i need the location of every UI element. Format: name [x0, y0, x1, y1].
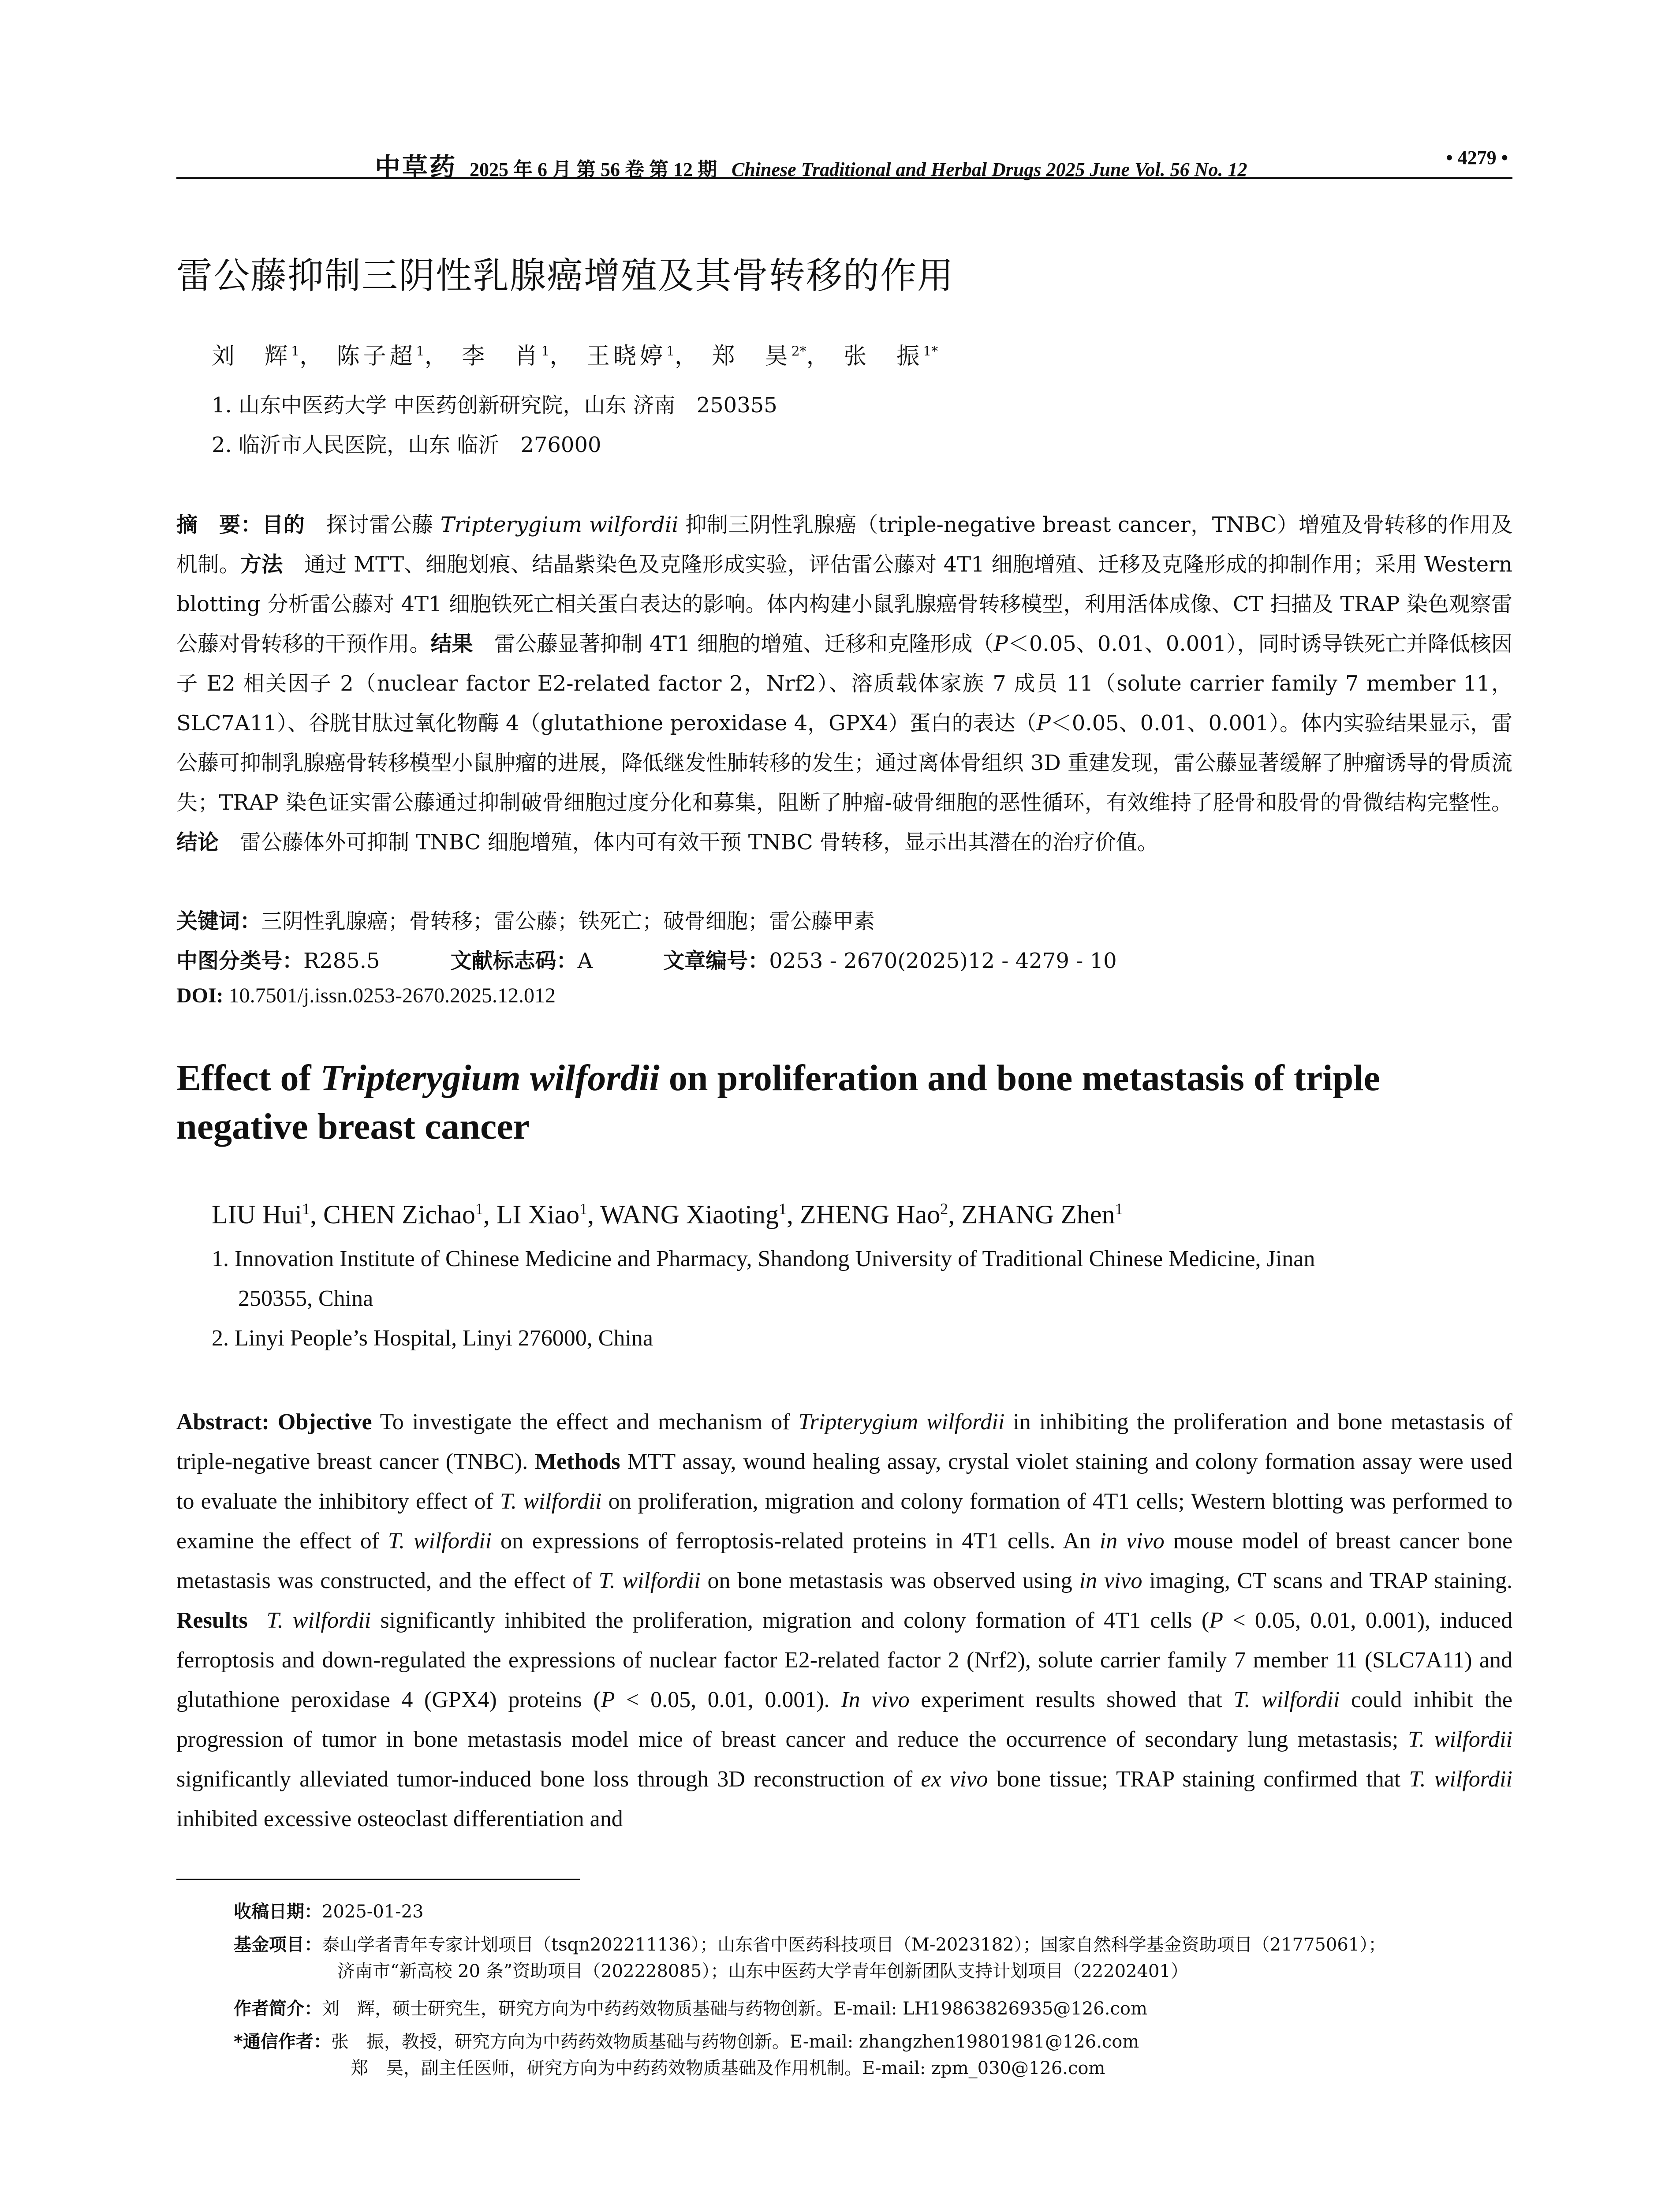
- author-bio: 刘 辉，硕士研究生，研究方向为中药药效物质基础与药物创新。E-mail: LH19863826935@126.com: [322, 1999, 1147, 2019]
- corresponding-author: 郑 昊，副主任医师，研究方向为中药药效物质基础及作用机制。E-mail: zpm_030@126.com: [351, 2058, 1105, 2078]
- abstract-text: inhibited excessive osteoclast differentiation and: [176, 1806, 623, 1831]
- article-label: 文章编号：: [663, 949, 769, 973]
- title-en-text: Effect of: [176, 1058, 321, 1099]
- abstract-text: < 0.05, 0.01, 0.001), induced ferroptosis and down-regulated the expressions of nuclear factor E2-related factor 2 (Nrf2), solute carrier family 7 member 11 (SLC7A11) and glutathione peroxidase 4 (GPX4) proteins (: [176, 1608, 1513, 1712]
- abstract-cn: [176, 505, 1512, 862]
- objective-label-cn: 目的: [262, 512, 305, 537]
- doi-value: 10.7501/j.issn.0253-2670.2025.12.012: [228, 984, 556, 1007]
- fund-text: 泰山学者青年专家计划项目（tsqn202211136）；山东省中医药科技项目（M-2023182）；国家自然科学基金资助项目（21775061）；: [322, 1935, 1386, 1955]
- affiliation-en-line: 250355, China: [238, 1286, 373, 1311]
- abstract-text: ＜0.05、0.01、0.001）。体内实验结果显示，雷公藤可抑制乳腺癌骨转移模型小鼠肿瘤的进展，降低继发性肺转移的发生；通过离体骨组织 3D 重建发现，雷公藤显著缓解了肿瘤诱导的骨质流失；TRAP 染色证实雷公藤通过抑制破骨细胞过度分化和募集，阻断了肿瘤-破骨细胞的恶性循环，有效维持了胫骨和股骨的骨微结构完整性。: [176, 711, 1512, 815]
- authors-en: LIU Hui$^1$, CHEN Zichao$^1$, LI Xiao$^1$, WANG Xiaoting$^1$, ZHENG Hao$^2$, ZHANG Zhen$^1$: [212, 1200, 1123, 1229]
- abstract-text: experiment results showed that: [909, 1687, 1234, 1712]
- abstract-text: < 0.05, 0.01, 0.001).: [615, 1687, 841, 1712]
- latin-term: In vivo: [841, 1687, 910, 1712]
- author-sup: 2*: [791, 344, 806, 359]
- issue-cn: 2025 年 6 月 第 56 卷 第 12 期: [470, 159, 717, 180]
- p-symbol: P: [1036, 711, 1051, 736]
- author-sup: 1*: [923, 344, 938, 359]
- author-sup: 1: [1115, 1200, 1123, 1218]
- footnote-author: [234, 1996, 1512, 2022]
- running-header: [176, 142, 1512, 182]
- p-symbol: P: [1209, 1608, 1223, 1633]
- latin-name: T. wilfordii: [598, 1568, 701, 1593]
- author-en: ZHANG Zhen: [961, 1200, 1115, 1229]
- footnote-divider: [176, 1879, 580, 1880]
- latin-term: ex vivo: [921, 1767, 988, 1792]
- abstract-text: on bone metastasis was observed using: [700, 1568, 1079, 1593]
- author-sup: 1: [666, 344, 675, 359]
- methods-label-en: Methods: [535, 1449, 620, 1474]
- latin-name: T. wilfordii: [1407, 1727, 1512, 1752]
- title-cn: 雷公藤抑制三阴性乳腺癌增殖及其骨转移的作用: [176, 255, 955, 297]
- doi-line: [176, 983, 556, 1008]
- latin-name: T. wilfordii: [266, 1608, 371, 1633]
- title-en-latin: Tripterygium wilfordii: [320, 1058, 660, 1099]
- abstract-text: 雷公藤体外可抑制 TNBC 细胞增殖，体内可有效干预 TNBC 骨转移，显示出其潜在的治疗价值。: [240, 830, 1158, 855]
- corresponding-label: *通信作者：: [234, 2032, 331, 2052]
- conclusion-label-cn: 结论: [176, 830, 219, 855]
- affiliation-en-1: [212, 1239, 1512, 1319]
- page-number: • 4279 •: [1446, 147, 1508, 168]
- keywords-label: 关键词：: [176, 909, 261, 934]
- journal-name-en: Chinese Traditional and Herbal Drugs 2025 June Vol. 56 No. 12: [732, 159, 1247, 180]
- author-sup: 2: [940, 1200, 948, 1218]
- abstract-text: MTT assay, wound healing assay, crystal violet staining and colony formation assay were used to evaluate the inhibitory effect of: [176, 1449, 1512, 1514]
- latin-name: T. wilfordii: [500, 1489, 602, 1514]
- author-en: LI Xiao: [496, 1200, 580, 1229]
- received-label: 收稿日期：: [234, 1902, 322, 1922]
- abstract-text: imaging, CT scans and TRAP staining.: [1142, 1568, 1512, 1593]
- title-en: [176, 1054, 1517, 1151]
- abstract-label-en: Abstract:: [176, 1409, 278, 1435]
- abstract-text: 抑制三阴性乳腺癌（triple-negative breast cancer，TNBC）增殖及骨转移的作用及机制。: [176, 512, 1512, 577]
- title-en-text: on proliferation and bone metastasis of triple negative breast cancer: [176, 1058, 1380, 1147]
- author-en: LIU Hui: [212, 1200, 302, 1229]
- abstract-text: on expressions of ferroptosis-related proteins in 4T1 cells. An: [492, 1529, 1100, 1554]
- received-date: 2025-01-23: [322, 1902, 424, 1922]
- keywords-text: 三阴性乳腺癌；骨转移；雷公藤；铁死亡；破骨细胞；雷公藤甲素: [261, 909, 875, 934]
- abstract-text: significantly inhibited the proliferation, migration and colony formation of 4T1 cells (: [371, 1608, 1210, 1633]
- fund-label: 基金项目：: [234, 1935, 322, 1955]
- latin-name: Tripterygium wilfordii: [798, 1409, 1005, 1435]
- journal-name-cn: 中草药: [375, 152, 457, 182]
- author-sup: 1: [416, 344, 425, 359]
- abstract-text: could inhibit the progression of tumor in bone metastasis model mice of breast cancer and reduce the occurrence of secondary lung metastasis;: [176, 1687, 1512, 1752]
- author-cn: 李 肖: [462, 343, 541, 370]
- doc-label: 文献标志码：: [450, 949, 578, 973]
- footnote-fund: [234, 1932, 1512, 1984]
- author-cn: 陈子超: [336, 343, 416, 370]
- affiliation-en-line: 1. Innovation Institute of Chinese Medicine and Pharmacy, Shandong University of Traditional Chinese Medicine, Jinan: [212, 1246, 1315, 1271]
- affiliation-en-2: 2. Linyi People’s Hospital, Linyi 276000, China: [212, 1326, 653, 1351]
- author-en: WANG Xiaoting: [600, 1200, 779, 1229]
- footnote-received: [234, 1899, 1512, 1925]
- author-sup: 1: [475, 1200, 483, 1218]
- author-sup: 1: [579, 1200, 588, 1218]
- author-cn: 张 振: [844, 343, 923, 370]
- abstract-text: 通过 MTT、细胞划痕、结晶紫染色及克隆形成实验，评估雷公藤对 4T1 细胞增殖、迁移及克隆形成的抑制作用；采用 Western blotting 分析雷公藤对 4T1 细胞铁死亡相关蛋白表达的影响。体内构建小鼠乳腺癌骨转移模型，利用活体成像、CT 扫描及 TRAP 染色观察雷公藤对骨转移的干预作用。: [176, 552, 1512, 656]
- author-cn: 刘 辉: [212, 343, 291, 370]
- abstract-text: in inhibiting the proliferation and bone metastasis of triple-negative breast cancer (TNBC).: [176, 1409, 1513, 1474]
- corresponding-author: 张 振，教授，研究方向为中药药效物质基础与药物创新。E-mail: zhangzhen19801981@126.com: [331, 2032, 1139, 2052]
- fund-text: 济南市“新高校 20 条”资助项目（202228085）；山东中医药大学青年创新团队支持计划项目（22202401）: [337, 1961, 1188, 1981]
- latin-name: Tripterygium wilfordii: [440, 512, 679, 537]
- latin-name: T. wilfordii: [1233, 1687, 1340, 1712]
- results-label-en: Results: [176, 1608, 248, 1633]
- abstract-text: on proliferation, migration and colony formation of 4T1 cells; Western blotting was performed to examine the effect of: [176, 1489, 1512, 1554]
- latin-name: T. wilfordii: [1409, 1767, 1512, 1792]
- abstract-label-cn: 摘 要：: [176, 512, 262, 537]
- classification-line: [176, 944, 1117, 974]
- keywords-cn: [176, 904, 875, 934]
- author-sup: 1: [291, 344, 300, 359]
- author-en: CHEN Zichao: [323, 1200, 475, 1229]
- affiliation-cn-1: 1. 山东中医药大学 中医药创新研究院，山东 济南 250355: [212, 393, 777, 418]
- author-bio-label: 作者简介：: [234, 1999, 322, 2019]
- methods-label-cn: 方法: [240, 552, 283, 577]
- abstract-text: 雷公藤显著抑制 4T1 细胞的增殖、迁移和克隆形成（: [494, 632, 994, 656]
- p-symbol: P: [601, 1687, 615, 1712]
- abstract-text: significantly alleviated tumor-induced bone loss through 3D reconstruction of: [176, 1767, 921, 1792]
- abstract-text: 探讨雷公藤: [326, 512, 441, 537]
- clc-label: 中图分类号：: [176, 949, 304, 973]
- abstract-text: To investigate the effect and mechanism of: [372, 1409, 799, 1435]
- objective-label-en: Objective: [277, 1409, 372, 1435]
- author-en: ZHENG Hao: [800, 1200, 941, 1229]
- footnote-corresponding: [234, 2029, 1512, 2082]
- article-value: 0253 - 2670(2025)12 - 4279 - 10: [769, 949, 1117, 973]
- p-symbol: P: [993, 632, 1008, 656]
- author-cn: 王晓婷: [586, 343, 666, 370]
- doc-value: A: [577, 949, 593, 973]
- abstract-text: mouse model of breast cancer bone metastasis was constructed, and the effect of: [176, 1529, 1513, 1593]
- abstract-text: bone tissue; TRAP staining confirmed that: [988, 1767, 1409, 1792]
- clc-value: R285.5: [303, 949, 380, 973]
- author-sup: 1: [779, 1200, 787, 1218]
- latin-term: in vivo: [1079, 1568, 1142, 1593]
- abstract-en: [176, 1402, 1512, 1839]
- author-sup: 1: [541, 344, 550, 359]
- results-label-cn: 结果: [430, 632, 473, 656]
- affiliation-cn-2: 2. 临沂市人民医院，山东 临沂 276000: [212, 433, 601, 457]
- doi-label: DOI:: [176, 984, 224, 1007]
- author-cn: 郑 昊: [712, 343, 791, 370]
- latin-name: T. wilfordii: [388, 1529, 492, 1554]
- header-left: [375, 146, 1247, 183]
- latin-term: in vivo: [1099, 1529, 1165, 1554]
- author-sup: 1: [302, 1200, 310, 1218]
- abstract-text: ＜0.05、0.01、0.001），同时诱导铁死亡并降低核因子 E2 相关因子 2（nuclear factor E2-related factor 2，Nrf2）、溶质载体家族 7 成员 11（solute carrier family 7 member 11，SLC7A11）、谷胱甘肽过氧化物酶 4（glutathione peroxidase 4，GPX4）蛋白的表达（: [176, 632, 1512, 736]
- authors-cn: 刘 辉$^1$， 陈子超$^1$， 李 肖$^1$， 王晓婷$^1$， 郑 昊$^{2*}$， 张 振$^{1*}$: [212, 343, 938, 370]
